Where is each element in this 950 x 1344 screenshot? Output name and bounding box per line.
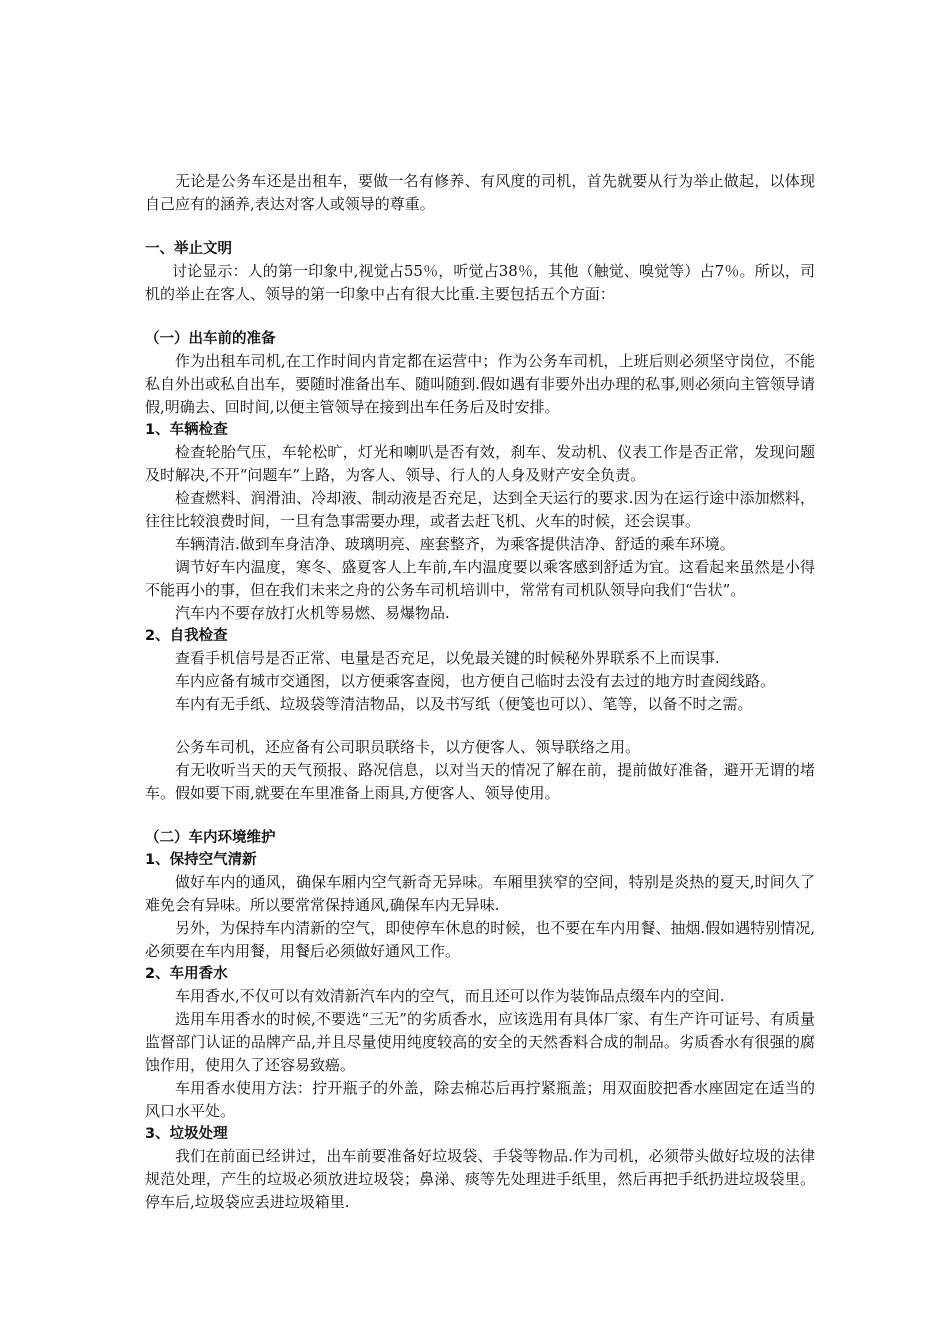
paragraph: 检查轮胎气压，车轮松旷，灯光和喇叭是否有效，刹车、发动机、仪表工作是否正常，发现问题及时解决,不开“问题车”上路，为客人、领导、行人的人身及财产安全负责。 — [145, 443, 815, 484]
paragraph: 有无收听当天的天气预报、路况信息，以对当天的情况了解在前，提前做好准备，避开无谓的堵车。假如要下雨,就要在车里准备上雨具,方便客人、领导使用。 — [145, 761, 815, 802]
paragraph: 选用车用香水的时候,不要选“三无”的劣质香水，应该选用有具体厂家、有生产许可证号、有质量监督部门认证的品牌产品,并且尽量使用纯度较高的安全的天然香料合成的制品。劣质香水有很强的腐蚀作用，使用久了还容易致癌。 — [145, 1010, 815, 1074]
intro-paragraph: 无论是公务车还是出租车，要做一名有修养、有风度的司机，首先就要从行为举止做起，以体现自己应有的涵养,表达对客人或领导的尊重。 — [145, 172, 815, 213]
item-heading-fresh-air: 1、保持空气清新 — [145, 852, 257, 868]
item-heading-car-perfume: 2、车用香水 — [145, 966, 228, 982]
paragraph: 我们在前面已经讲过，出车前要准备好垃圾袋、手袋等物品.作为司机，必须带头做好垃圾的法律规范处理，产生的垃圾必须放进垃圾袋；鼻涕、痰等先处理进手纸里，然后再把手纸扔进垃圾袋里。停车后,垃圾袋应丢进垃圾箱里. — [145, 1147, 815, 1211]
paragraph: 作为出租车司机,在工作时间内肯定都在运营中；作为公务车司机，上班后则必须坚守岗位，不能私自外出或私自出车，要随时准备出车、随叫随到.假如遇有非要外出办理的私事,则必须向主管领导请假,明确去、回时间,以便主管领导在接到出车任务后及时安排。 — [145, 352, 815, 416]
subsection-heading-2: （二）车内环境维护 — [145, 830, 276, 846]
paragraph: 另外，为保持车内清新的空气，即使停车休息的时候，也不要在车内用餐、抽烟.假如遇特别情况,必须要在车内用餐，用餐后必须做好通风工作。 — [145, 919, 815, 960]
paragraph: 检查燃料、润滑油、冷却液、制动液是否充足，达到全天运行的要求.因为在运行途中添加燃料，往往比较浪费时间，一旦有急事需要办理，或者去赶飞机、火车的时候，还会误事。 — [145, 489, 815, 530]
paragraph: 公务车司机，还应备有公司职员联络卡，以方便客人、领导联络之用。 — [175, 738, 641, 756]
paragraph: 车用香水,不仅可以有效清新汽车内的空气，而且还可以作为装饰品点缀车内的空间. — [175, 987, 725, 1005]
paragraph: 车内应备有城市交通图，以方便乘客查阅，也方便自己临时去没有去过的地方时查阅线路。 — [175, 672, 776, 690]
spacer — [145, 805, 815, 827]
section-heading-1: 一、举止文明 — [145, 241, 232, 257]
paragraph: 汽车内不要存放打火机等易燃、易爆物品. — [175, 604, 450, 622]
paragraph: 查看手机信号是否正常、电量是否充足，以免最关键的时候秘外界联系不上而误事. — [175, 649, 720, 667]
item-heading-self-check: 2、自我检查 — [145, 628, 228, 644]
item-heading-garbage: 3、垃圾处理 — [145, 1126, 228, 1142]
paragraph: 做好车内的通风，确保车厢内空气新奇无异味。车厢里狭窄的空间，特别是炎热的夏天,时间久了难免会有异味。所以要常常保持通风,确保车内无异味. — [145, 873, 815, 914]
spacer — [145, 216, 815, 238]
document-page — [145, 170, 815, 1214]
paragraph: 车辆清洁.做到车身洁净、玻璃明亮、座套整齐，为乘客提供洁净、舒适的乘车环境。 — [175, 535, 735, 553]
paragraph: 调节好车内温度，寒冬、盛夏客人上车前,车内温度要以乘客感到舒适为宜。这看起来虽然是小得不能再小的事，但在我们未来之舟的公务车司机培训中，常常有司机队领导向我们“告状”。 — [145, 558, 815, 599]
spacer — [145, 306, 815, 328]
item-heading-vehicle-check: 1、车辆检查 — [145, 422, 228, 438]
paragraph: 车内有无手纸、垃圾袋等清洁物品，以及书写纸（便笺也可以）、笔等，以备不时之需。 — [175, 695, 753, 713]
subsection-heading-1: （一）出车前的准备 — [145, 331, 276, 347]
paragraph: 车用香水使用方法：拧开瓶子的外盖，除去棉芯后再拧紧瓶盖；用双面胶把香水座固定在适当的风口水平处。 — [145, 1079, 815, 1120]
paragraph: 讨论显示：人的第一印象中,视觉占55％，听觉占38％，其他（触觉、嗅觉等）占7％。所以，司机的举止在客人、领导的第一印象中占有很大比重.主要包括五个方面： — [145, 262, 815, 303]
spacer — [145, 716, 815, 736]
